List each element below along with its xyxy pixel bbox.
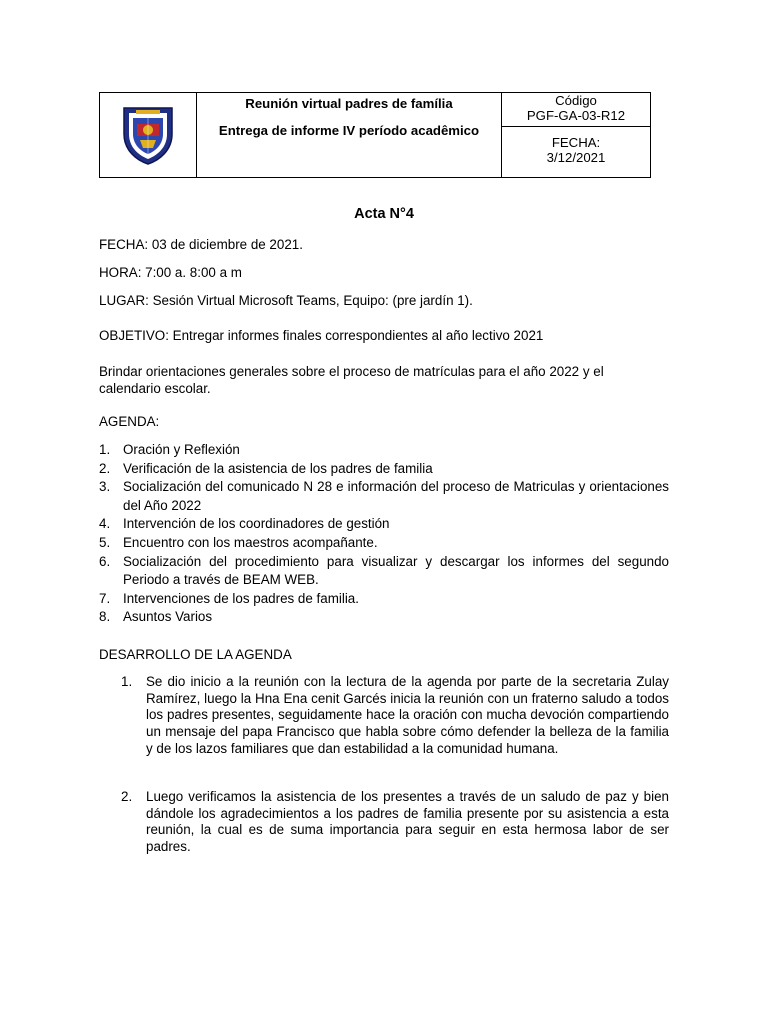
agenda-item-text: Intervenciones de los padres de familia. (123, 590, 359, 606)
desarrollo-item-text: Luego verificamos la asistencia de los presentes a través de un saludo de paz y bien dándole los agradecimientos a los padres de familia presente por su asistencia a esta reunión, la cual es de suma importancia para seguir en esta hermosa labor de ser padres. (146, 789, 669, 855)
date-label: FECHA: (551, 135, 601, 150)
logo-cell (100, 93, 197, 178)
meta-lugar: LUGAR: Sesión Virtual Microsoft Teams, Equipo: (pre jardín 1). (99, 293, 473, 308)
meta-hora: HORA: 7:00 a. 8:00 a m (99, 265, 242, 280)
desarrollo-item (121, 674, 669, 758)
date-value: 3/12/2021 (546, 150, 606, 165)
agenda-item (99, 608, 669, 627)
desarrollo-item-text: Se dio inicio a la reunión con la lectura de la agenda por parte de la secretaria Zulay Ramírez, luego la Hna Ena cenit Garcés inicia la reunión con un fraterno saludo a todos los padres presentes, seguidamente hace la oración con mucha devoción compartiendo un mensaje del papa Francisco que habla sobre cómo defender la belleza de la familia y de los lazos familiares que dan estabilidad a la comunidad humana. (146, 674, 669, 756)
desarrollo-heading: DESARROLLO DE LA AGENDA (99, 647, 292, 662)
document-title-cell (197, 93, 502, 178)
agenda-item (99, 553, 669, 590)
agenda-item-text: Asuntos Varios (123, 609, 213, 625)
agenda-item (99, 534, 669, 553)
document-header (99, 92, 651, 178)
agenda-item-text: Verificación de la asistencia de los padres de familia (123, 460, 433, 476)
meta-fecha: FECHA: 03 de diciembre de 2021. (99, 237, 303, 252)
agenda-item-number: 2. (99, 460, 111, 476)
agenda-item (99, 590, 669, 609)
desarrollo-item-number: 2. (121, 789, 133, 804)
agenda-item (99, 460, 669, 479)
agenda-item-number: 6. (99, 553, 111, 569)
agenda-item-number: 8. (99, 609, 111, 625)
code-label: Código (555, 93, 597, 108)
agenda-list (99, 441, 669, 627)
agenda-item-number: 1. (99, 442, 111, 457)
document-subtitle: Entrega de informe IV período acadêmico (218, 123, 480, 138)
agenda-item (99, 478, 669, 515)
code-cell (502, 93, 651, 127)
agenda-item-text: Oración y Reflexión (123, 442, 240, 457)
agenda-item-number: 3. (99, 479, 111, 495)
date-cell (502, 127, 651, 178)
agenda-item-text: Socialización del procedimiento para visualizar y descargar los informes del segundo Periodo a través de BEAM WEB. (123, 553, 669, 588)
agenda-item (99, 515, 669, 534)
desarrollo-item (121, 789, 669, 856)
agenda-item-text: Encuentro con los maestros acompañante. (123, 534, 378, 550)
agenda-item-number: 5. (99, 534, 111, 550)
document-title: Reunión virtual padres de família (245, 96, 453, 111)
agenda-item-number: 4. (99, 516, 111, 532)
agenda-heading: AGENDA: (99, 414, 160, 429)
agenda-item (99, 441, 669, 460)
desarrollo-item-number: 1. (121, 674, 133, 689)
meta-brindar: Brindar orientaciones generales sobre el proceso de matrículas para el año 2022 y el calendario escolar. (99, 364, 604, 396)
meta-objetivo: OBJETIVO: Entregar informes finales correspondientes al año lectivo 2021 (99, 328, 544, 343)
agenda-item-text: Intervención de los coordinadores de gestión (123, 516, 390, 532)
agenda-item-number: 7. (99, 590, 111, 606)
acta-title: Acta N°4 (354, 206, 414, 222)
agenda-item-text: Socialización del comunicado N 28 e información del proceso de Matriculas y orientaciones del Año 2022 (123, 479, 669, 513)
code-value: PGF-GA-03-R12 (526, 108, 626, 123)
school-crest-icon (120, 104, 176, 166)
